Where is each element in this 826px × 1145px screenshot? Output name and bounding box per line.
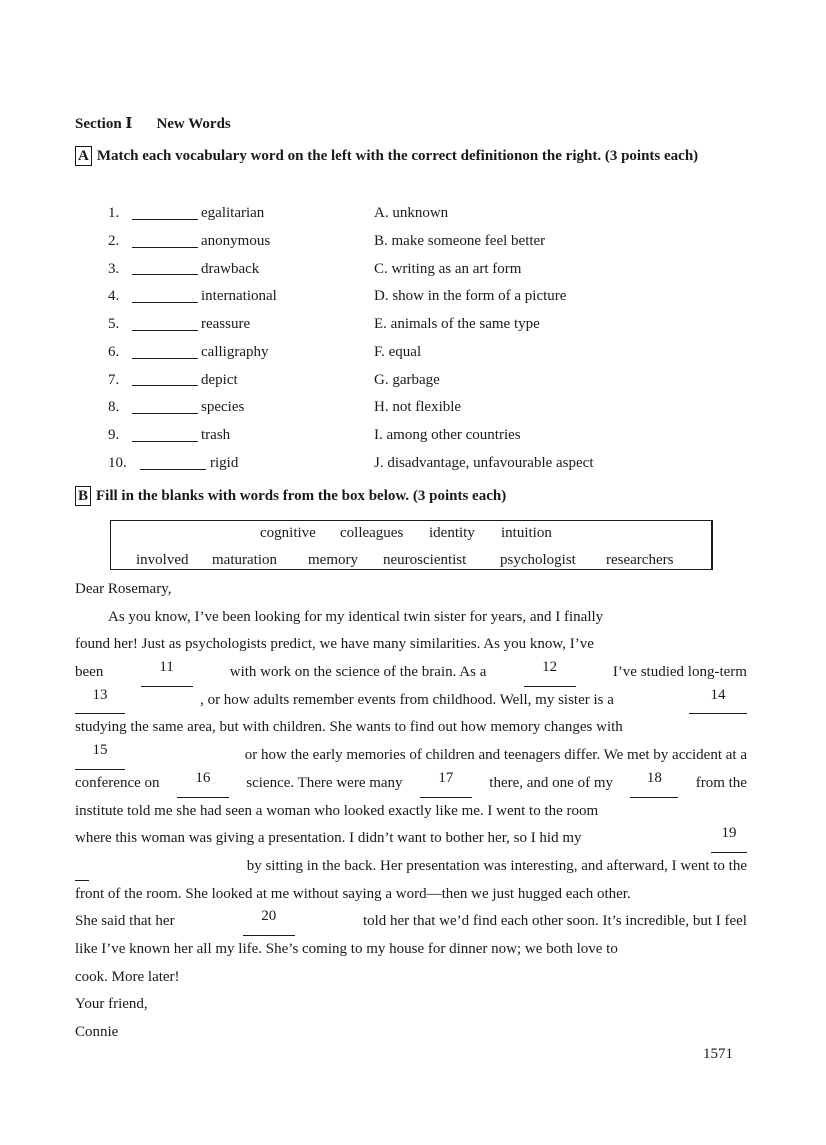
definition: D. show in the form of a picture (374, 288, 567, 305)
match-row-1 (75, 200, 747, 228)
fill-blank-20[interactable]: 20 (243, 908, 295, 936)
letter-line: conference on 16 science. There were many 17 there, and one of my 18 from the (75, 770, 747, 798)
answer-blank[interactable] (132, 330, 198, 331)
match-row-10 (75, 450, 747, 478)
match-number: 6. (108, 343, 120, 360)
answer-blank[interactable] (140, 469, 206, 470)
letter-line: studying the same area, but with children. She wants to find out how memory changes with (75, 719, 623, 736)
section-title: New Words (156, 116, 231, 132)
letter-line: As you know, I’ve been looking for my identical twin sister for years, and I finally (108, 608, 604, 625)
definition: A. unknown (374, 205, 449, 221)
vocab-word: rigid (210, 454, 239, 471)
definition: F. equal (374, 343, 422, 360)
definition: B. make someone feel better (374, 232, 546, 249)
match-number: 5. (108, 316, 120, 332)
answer-blank[interactable] (132, 385, 198, 386)
word-bank-word: memory (308, 552, 358, 568)
fill-blank-19[interactable]: 19 (711, 825, 747, 853)
definition: G. garbage (374, 371, 440, 388)
vocab-word: egalitarian (201, 205, 265, 221)
vocab-word: international (201, 288, 277, 305)
definition: J. disadvantage, unfavourable aspect (374, 454, 594, 471)
letter-line: 15 or how the early memories of children and teenagers differ. We met by accident at a (75, 742, 747, 770)
fill-blank-18[interactable]: 18 (630, 770, 678, 798)
word-bank-word: psychologist (500, 552, 576, 568)
answer-blank[interactable] (132, 302, 198, 303)
match-row-6 (75, 339, 747, 367)
match-number: 3. (108, 260, 120, 277)
letter-text (75, 576, 747, 1047)
answer-blank[interactable] (132, 441, 198, 442)
match-row-9 (75, 422, 747, 450)
match-number: 9. (108, 427, 120, 443)
definition: H. not flexible (374, 399, 462, 416)
definition: E. animals of the same type (374, 316, 540, 332)
vocab-word: species (201, 399, 245, 416)
match-number: 8. (108, 399, 120, 416)
letter-line: found her! Just as psychologists predict, we have many similarities. As you know, I’ve (75, 636, 594, 653)
letter-closing: Your friend, (75, 996, 148, 1013)
letter-line: where this woman was giving a presentation. I didn’t want to bother her, so I hid my 19 (75, 825, 747, 853)
word-bank-word: cognitive (260, 525, 316, 541)
fill-blank-14[interactable]: 14 (689, 687, 747, 715)
vocab-word: reassure (201, 316, 251, 332)
letter-line: been 11 with work on the science of the brain. As a 12 I’ve studied long-term (75, 659, 747, 687)
section-heading (75, 114, 231, 133)
part-b-instruction-text: Fill in the blanks with words from the box below. (3 points each) (96, 488, 507, 504)
match-number: 10. (108, 454, 127, 471)
match-row-2 (75, 228, 747, 256)
matching-list (75, 200, 747, 478)
part-b-letter: B (75, 486, 91, 506)
part-a-letter: A (75, 146, 92, 166)
definition: I. among other countries (374, 427, 521, 443)
vocab-word: anonymous (201, 232, 271, 249)
word-bank-box (110, 520, 713, 570)
letter-signature: Connie (75, 1024, 119, 1040)
word-bank-word: identity (429, 525, 475, 541)
answer-blank[interactable] (132, 219, 198, 220)
fill-blank-15[interactable]: 15 (75, 742, 125, 770)
fill-blank-12[interactable]: 12 (524, 659, 576, 687)
answer-blank[interactable] (132, 413, 198, 414)
match-number: 4. (108, 288, 120, 305)
part-b-instruction (75, 481, 506, 512)
letter-line: like I’ve known her all my life. She’s coming to my house for dinner now; we both love to (75, 940, 618, 957)
word-bank-word: neuroscientist (383, 552, 467, 568)
match-number: 2. (108, 232, 120, 249)
match-number: 7. (108, 371, 120, 388)
part-a-instruction (75, 141, 747, 172)
letter-greeting: Dear Rosemary, (75, 581, 172, 597)
answer-blank[interactable] (132, 358, 198, 359)
fill-blank-16[interactable]: 16 (177, 770, 229, 798)
match-number: 1. (108, 205, 120, 221)
fill-blank-19-continued[interactable] (75, 853, 89, 881)
definition: C. writing as an art form (374, 260, 522, 277)
vocab-word: drawback (201, 260, 260, 277)
fill-blank-17[interactable]: 17 (420, 770, 472, 798)
match-row-7 (75, 367, 747, 395)
word-bank-word: colleagues (340, 525, 404, 541)
answer-blank[interactable] (132, 247, 198, 248)
letter-line: by sitting in the back. Her presentation was interesting, and afterward, I went to the (75, 853, 747, 881)
letter-line: 13 , or how adults remember events from childhood. Well, my sister is a 14 (75, 687, 747, 715)
word-bank-word: intuition (501, 525, 552, 541)
letter-line: institute told me she had seen a woman who looked exactly like me. I went to the room (75, 802, 599, 819)
match-row-3 (75, 256, 747, 284)
word-bank-word: researchers (606, 552, 674, 568)
letter-line: She said that her 20 told her that we’d find each other soon. It’s incredible, but I feel (75, 908, 747, 936)
letter-line: front of the room. She looked at me without saying a word—then we just hugged each other. (75, 885, 631, 902)
part-a-instruction-text: Match each vocabulary word on the left with the correct definitionon the right. (3 points each) (96, 148, 699, 164)
match-row-5 (75, 311, 747, 339)
answer-blank[interactable] (132, 274, 198, 275)
page-number: 1571 (703, 1046, 733, 1062)
vocab-word: trash (201, 427, 231, 443)
fill-blank-13[interactable]: 13 (75, 687, 125, 715)
letter-line: cook. More later! (75, 968, 180, 985)
fill-blank-11[interactable]: 11 (141, 659, 193, 687)
section-label: Section Ⅰ (75, 116, 133, 132)
match-row-8 (75, 394, 747, 422)
vocab-word: depict (201, 371, 238, 388)
word-bank-word: maturation (212, 552, 277, 568)
vocab-word: calligraphy (201, 343, 269, 360)
word-bank-word: involved (136, 552, 189, 568)
match-row-4 (75, 283, 747, 311)
